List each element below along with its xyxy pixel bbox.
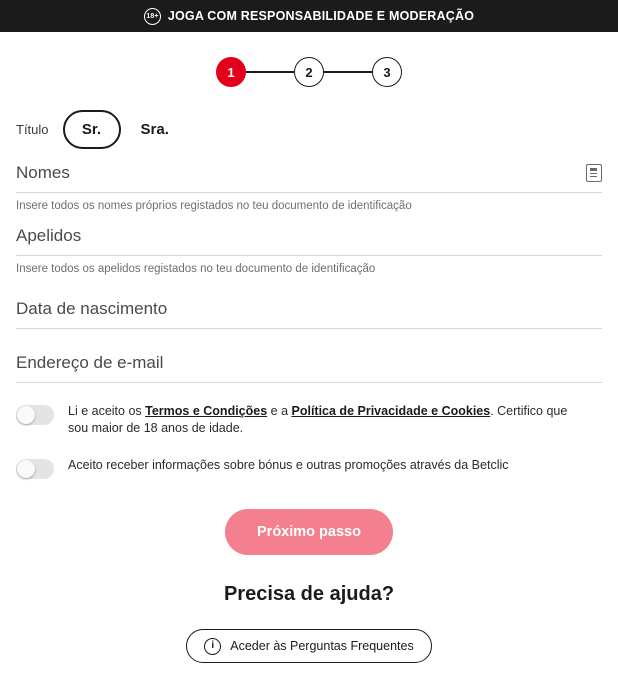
terms-consent-text [68,403,588,437]
birthdate-label: Data de nascimento [16,299,168,318]
birthdate-input[interactable] [16,299,602,329]
registration-stepper [0,57,618,87]
field-first-names [16,163,602,212]
terms-text-middle: e a [267,404,292,418]
submit-area [16,509,602,555]
surnames-label: Apelidos [16,226,82,245]
step-1[interactable]: 1 [216,57,246,87]
terms-toggle[interactable] [16,405,54,425]
email-label: Endereço de e-mail [16,353,164,372]
field-email [16,353,602,383]
terms-and-conditions-link[interactable]: Termos e Condições [145,404,268,418]
title-option-sr[interactable]: Sr. [63,110,121,149]
faq-area [16,629,602,663]
first-names-label: Nomes [16,163,70,182]
marketing-consent-text: Aceito receber informações sobre bónus e outras promoções através da Betclic [68,458,509,472]
info-icon: i [204,638,221,655]
title-label: Título [16,121,49,137]
field-surnames [16,226,602,275]
email-input[interactable] [16,353,602,383]
first-names-hint: Insere todos os nomes próprios registados no teu documento de identificação [16,200,412,212]
terms-text-end: . Certifico que sou maior de 18 anos de idade. [68,404,568,435]
faq-button-label: Aceder às Perguntas Frequentes [230,639,414,653]
help-title: Precisa de ajuda? [223,583,395,605]
terms-text-start: Li e aceito os [68,404,146,418]
first-names-input[interactable] [16,163,602,193]
marketing-toggle[interactable] [16,459,54,479]
surnames-input[interactable] [16,226,602,256]
privacy-policy-link[interactable]: Política de Privacidade e Cookies [291,404,491,418]
title-selector [16,109,602,149]
field-birthdate [16,299,602,329]
responsible-gaming-banner [0,0,618,32]
step-3[interactable]: 3 [372,57,402,87]
step-2[interactable]: 2 [294,57,324,87]
registration-form [0,109,618,663]
step-connector-1 [246,71,294,73]
next-step-button[interactable]: Próximo passo [225,509,393,555]
marketing-consent-row [16,457,602,479]
step-connector-2 [324,71,372,73]
terms-consent-row [16,403,602,437]
surnames-hint: Insere todos os apelidos registados no teu documento de identificação [16,263,376,275]
document-id-icon[interactable] [586,164,602,182]
terms-toggle-knob [17,406,35,424]
faq-button[interactable] [186,629,431,663]
title-option-sra[interactable]: Sra. [140,120,169,138]
marketing-toggle-knob [17,460,35,478]
banner-text: JOGA COM RESPONSABILIDADE E MODERAÇÃO [167,9,475,23]
age-18-icon: 18+ [144,8,161,25]
